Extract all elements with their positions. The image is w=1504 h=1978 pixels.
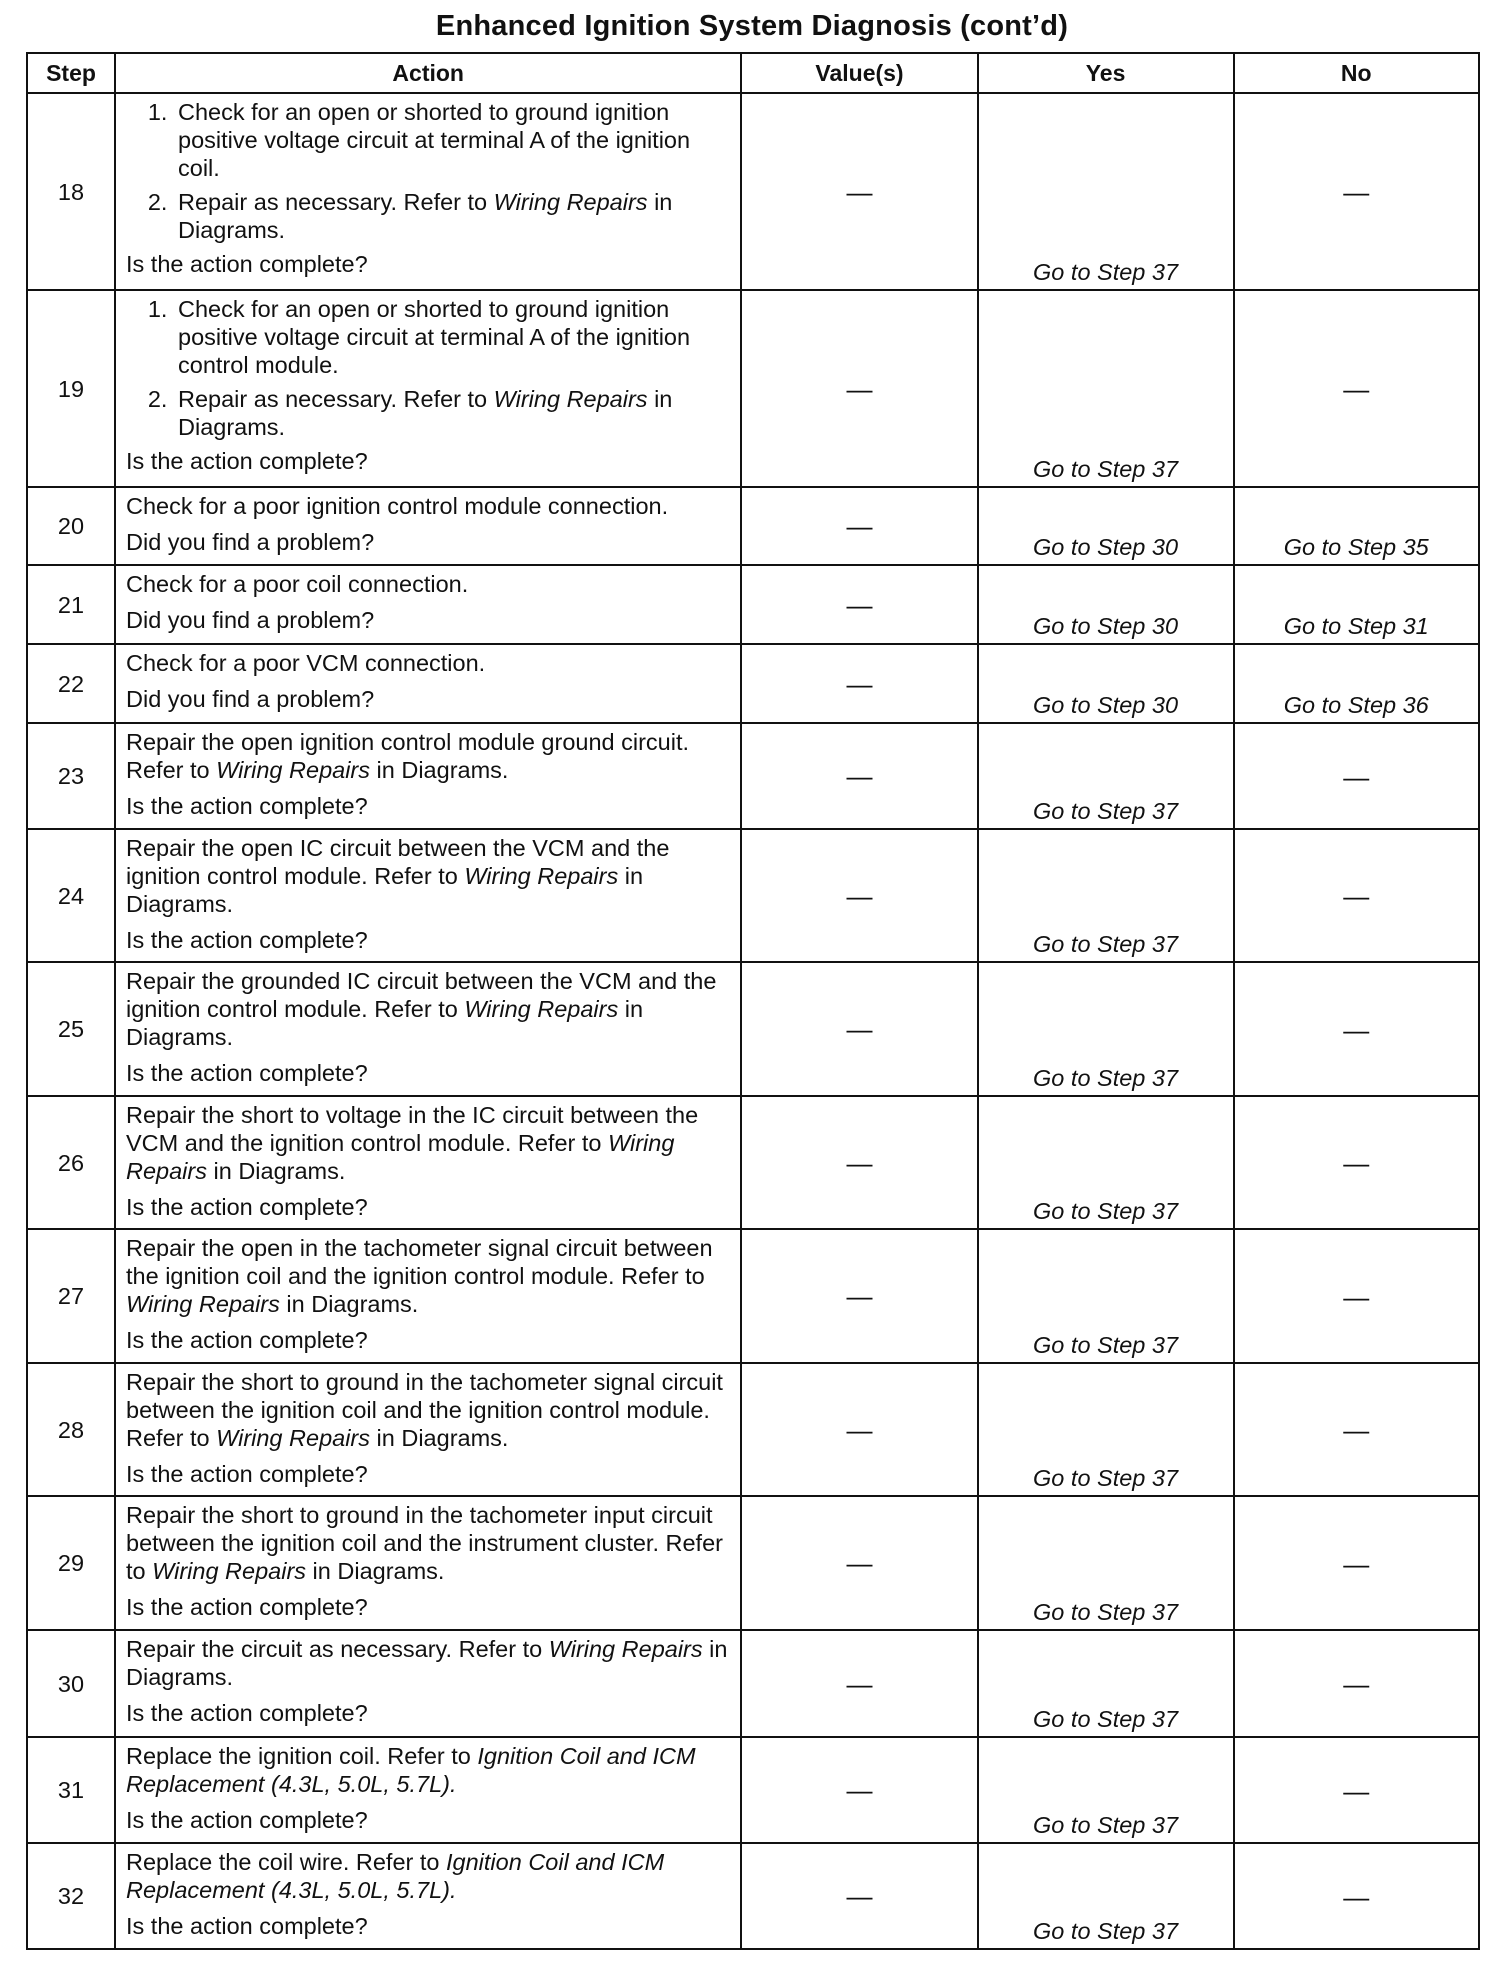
text-run: Check for a poor coil connection. <box>126 571 469 597</box>
value-cell: — <box>741 962 977 1096</box>
yes-cell: Go to Step 30 <box>978 487 1234 565</box>
table-row <box>27 565 1479 644</box>
action-instruction <box>126 1848 730 1904</box>
text-run: in Diagrams. <box>178 189 673 243</box>
table-row <box>27 290 1479 487</box>
italic-reference: Ignition Coil and ICM Replacement (4.3L, 5.0L, 5.7L). <box>126 1743 696 1797</box>
action-step-item <box>174 188 730 244</box>
text-run: Repair as necessary. Refer to <box>178 189 494 215</box>
action-instruction <box>126 1368 730 1452</box>
text-run: Check for an open or shorted to ground ignition positive voltage circuit at terminal A of the ignition coil. <box>178 99 691 181</box>
no-cell: — <box>1234 1229 1480 1363</box>
italic-reference: Wiring Repairs <box>464 863 619 889</box>
step-number: 23 <box>27 723 115 829</box>
action-cell <box>115 290 741 487</box>
text-run: Repair as necessary. Refer to <box>178 386 494 412</box>
action-cell <box>115 962 741 1096</box>
yes-cell: Go to Step 30 <box>978 565 1234 644</box>
header-no: No <box>1234 53 1480 93</box>
action-question: Is the action complete? <box>126 1060 368 1086</box>
action-cell <box>115 1096 741 1229</box>
text-run: in Diagrams. <box>206 1158 346 1184</box>
yes-cell: Go to Step 37 <box>978 1096 1234 1229</box>
yes-cell: Go to Step 37 <box>978 1630 1234 1737</box>
action-instruction <box>126 570 730 598</box>
action-cell <box>115 1630 741 1737</box>
step-number: 27 <box>27 1229 115 1363</box>
page-title: Enhanced Ignition System Diagnosis (cont’d) <box>435 10 1069 42</box>
value-cell: — <box>741 644 977 723</box>
table-row <box>27 644 1479 723</box>
text-run: Repair the circuit as necessary. Refer to <box>126 1636 549 1662</box>
table-row <box>27 723 1479 829</box>
table-header-row <box>27 53 1479 93</box>
table-row <box>27 93 1479 290</box>
italic-reference: Wiring Repairs <box>216 757 371 783</box>
text-run: in Diagrams. <box>126 996 644 1050</box>
action-step-item <box>174 98 730 182</box>
action-question: Is the action complete? <box>126 1700 368 1726</box>
text-run: Repair the short to ground in the tachometer signal circuit between the ignition coil and the ignition control module. Refer to <box>126 1369 723 1451</box>
text-run: Replace the ignition coil. Refer to <box>126 1743 478 1769</box>
yes-cell: Go to Step 37 <box>978 290 1234 487</box>
no-cell: Go to Step 35 <box>1234 487 1480 565</box>
action-cell <box>115 487 741 565</box>
text-run: Check for a poor VCM connection. <box>126 650 486 676</box>
no-cell: — <box>1234 93 1480 290</box>
action-question: Is the action complete? <box>126 1807 368 1833</box>
action-cell <box>115 1363 741 1496</box>
action-cell <box>115 1496 741 1630</box>
action-question: Did you find a problem? <box>126 607 375 633</box>
italic-reference: Wiring Repairs <box>464 996 619 1022</box>
yes-cell: Go to Step 37 <box>978 829 1234 962</box>
action-cell <box>115 829 741 962</box>
step-number: 28 <box>27 1363 115 1496</box>
action-steps-list <box>126 295 730 441</box>
yes-cell: Go to Step 37 <box>978 723 1234 829</box>
action-question: Did you find a problem? <box>126 686 375 712</box>
action-question: Is the action complete? <box>126 448 368 474</box>
yes-cell: Go to Step 37 <box>978 1737 1234 1843</box>
action-step-item <box>174 385 730 441</box>
text-run: Repair the grounded IC circuit between the VCM and the ignition control module. Refer to <box>126 968 717 1022</box>
value-cell: — <box>741 1843 977 1949</box>
table-row <box>27 1363 1479 1496</box>
text-run: in Diagrams. <box>370 1425 509 1451</box>
italic-reference: Wiring Repairs <box>493 386 648 412</box>
action-instruction <box>126 492 730 520</box>
italic-reference: Wiring Repairs <box>548 1636 703 1662</box>
value-cell: — <box>741 1630 977 1737</box>
text-run: Repair the short to ground in the tachometer input circuit between the ignition coil and the instrument cluster. Refer to <box>126 1502 723 1584</box>
value-cell: — <box>741 487 977 565</box>
action-question: Is the action complete? <box>126 1194 368 1220</box>
step-number: 29 <box>27 1496 115 1630</box>
yes-cell: Go to Step 37 <box>978 1496 1234 1630</box>
value-cell: — <box>741 829 977 962</box>
action-question: Is the action complete? <box>126 1913 368 1939</box>
step-number: 19 <box>27 290 115 487</box>
table-row <box>27 1229 1479 1363</box>
yes-cell: Go to Step 30 <box>978 644 1234 723</box>
header-values: Value(s) <box>741 53 977 93</box>
italic-reference: Wiring Repairs <box>216 1425 371 1451</box>
no-cell: Go to Step 36 <box>1234 644 1480 723</box>
no-cell: — <box>1234 1630 1480 1737</box>
text-run: Repair the open in the tachometer signal circuit between the ignition coil and the ignition control module. Refer to <box>126 1235 713 1289</box>
no-cell: — <box>1234 290 1480 487</box>
text-run: Replace the coil wire. Refer to <box>126 1849 447 1875</box>
text-run: in Diagrams. <box>279 1291 419 1317</box>
action-question: Is the action complete? <box>126 1327 368 1353</box>
italic-reference: Wiring Repairs <box>152 1558 307 1584</box>
table-body <box>27 93 1479 1949</box>
value-cell: — <box>741 1096 977 1229</box>
action-cell <box>115 1229 741 1363</box>
diagnosis-table <box>26 52 1480 1950</box>
no-cell: — <box>1234 1737 1480 1843</box>
no-cell: Go to Step 31 <box>1234 565 1480 644</box>
table-row <box>27 1630 1479 1737</box>
text-run: Repair the open ignition control module ground circuit. Refer to <box>126 729 690 783</box>
value-cell: — <box>741 1496 977 1630</box>
yes-cell: Go to Step 37 <box>978 1363 1234 1496</box>
text-run: in Diagrams. <box>306 1558 445 1584</box>
no-cell: — <box>1234 723 1480 829</box>
action-steps-list <box>126 98 730 244</box>
step-number: 22 <box>27 644 115 723</box>
step-number: 31 <box>27 1737 115 1843</box>
step-number: 21 <box>27 565 115 644</box>
action-cell <box>115 723 741 829</box>
text-run: in Diagrams. <box>178 386 673 440</box>
value-cell: — <box>741 93 977 290</box>
no-cell: — <box>1234 829 1480 962</box>
value-cell: — <box>741 1737 977 1843</box>
no-cell: — <box>1234 1363 1480 1496</box>
action-instruction <box>126 728 730 784</box>
value-cell: — <box>741 1363 977 1496</box>
value-cell: — <box>741 723 977 829</box>
table-row <box>27 962 1479 1096</box>
italic-reference: Wiring Repairs <box>126 1291 280 1317</box>
text-run: in Diagrams. <box>126 1636 728 1690</box>
step-number: 25 <box>27 962 115 1096</box>
table-row <box>27 1737 1479 1843</box>
header-step: Step <box>27 53 115 93</box>
yes-cell: Go to Step 37 <box>978 1843 1234 1949</box>
text-run: in Diagrams. <box>370 757 509 783</box>
action-question: Is the action complete? <box>126 793 368 819</box>
table-row <box>27 487 1479 565</box>
step-number: 24 <box>27 829 115 962</box>
action-question: Is the action complete? <box>126 927 368 953</box>
italic-reference: Wiring Repairs <box>126 1130 675 1184</box>
action-instruction <box>126 1234 730 1318</box>
action-question: Is the action complete? <box>126 1461 368 1487</box>
action-instruction <box>126 834 730 918</box>
yes-cell: Go to Step 37 <box>978 1229 1234 1363</box>
action-step-item <box>174 295 730 379</box>
action-question: Is the action complete? <box>126 251 368 277</box>
yes-cell: Go to Step 37 <box>978 962 1234 1096</box>
action-instruction <box>126 1635 730 1691</box>
table-row <box>27 829 1479 962</box>
action-question: Is the action complete? <box>126 1594 368 1620</box>
table-row <box>27 1843 1479 1949</box>
action-cell <box>115 1737 741 1843</box>
action-cell <box>115 565 741 644</box>
yes-cell: Go to Step 37 <box>978 93 1234 290</box>
action-instruction <box>126 967 730 1051</box>
value-cell: — <box>741 1229 977 1363</box>
action-cell <box>115 1843 741 1949</box>
action-instruction <box>126 1742 730 1798</box>
italic-reference: Ignition Coil and ICM Replacement (4.3L, 5.0L, 5.7L). <box>126 1849 665 1903</box>
text-run: Check for an open or shorted to ground ignition positive voltage circuit at terminal A of the ignition control module. <box>178 296 691 378</box>
step-number: 30 <box>27 1630 115 1737</box>
step-number: 26 <box>27 1096 115 1229</box>
step-number: 20 <box>27 487 115 565</box>
no-cell: — <box>1234 1496 1480 1630</box>
step-number: 32 <box>27 1843 115 1949</box>
no-cell: — <box>1234 1096 1480 1229</box>
no-cell: — <box>1234 1843 1480 1949</box>
italic-reference: Wiring Repairs <box>493 189 648 215</box>
action-cell <box>115 93 741 290</box>
header-yes: Yes <box>978 53 1234 93</box>
text-run: Repair the open IC circuit between the VCM and the ignition control module. Refer to <box>126 835 670 889</box>
text-run: in Diagrams. <box>126 863 644 917</box>
action-instruction <box>126 1501 730 1585</box>
table-row <box>27 1096 1479 1229</box>
step-number: 18 <box>27 93 115 290</box>
value-cell: — <box>741 565 977 644</box>
table-row <box>27 1496 1479 1630</box>
header-action: Action <box>115 53 741 93</box>
text-run: Repair the short to voltage in the IC circuit between the VCM and the ignition control module. Refer to <box>126 1102 699 1156</box>
action-cell <box>115 644 741 723</box>
action-instruction <box>126 649 730 677</box>
text-run: Check for a poor ignition control module connection. <box>126 493 669 519</box>
no-cell: — <box>1234 962 1480 1096</box>
action-instruction <box>126 1101 730 1185</box>
action-question: Did you find a problem? <box>126 529 375 555</box>
value-cell: — <box>741 290 977 487</box>
